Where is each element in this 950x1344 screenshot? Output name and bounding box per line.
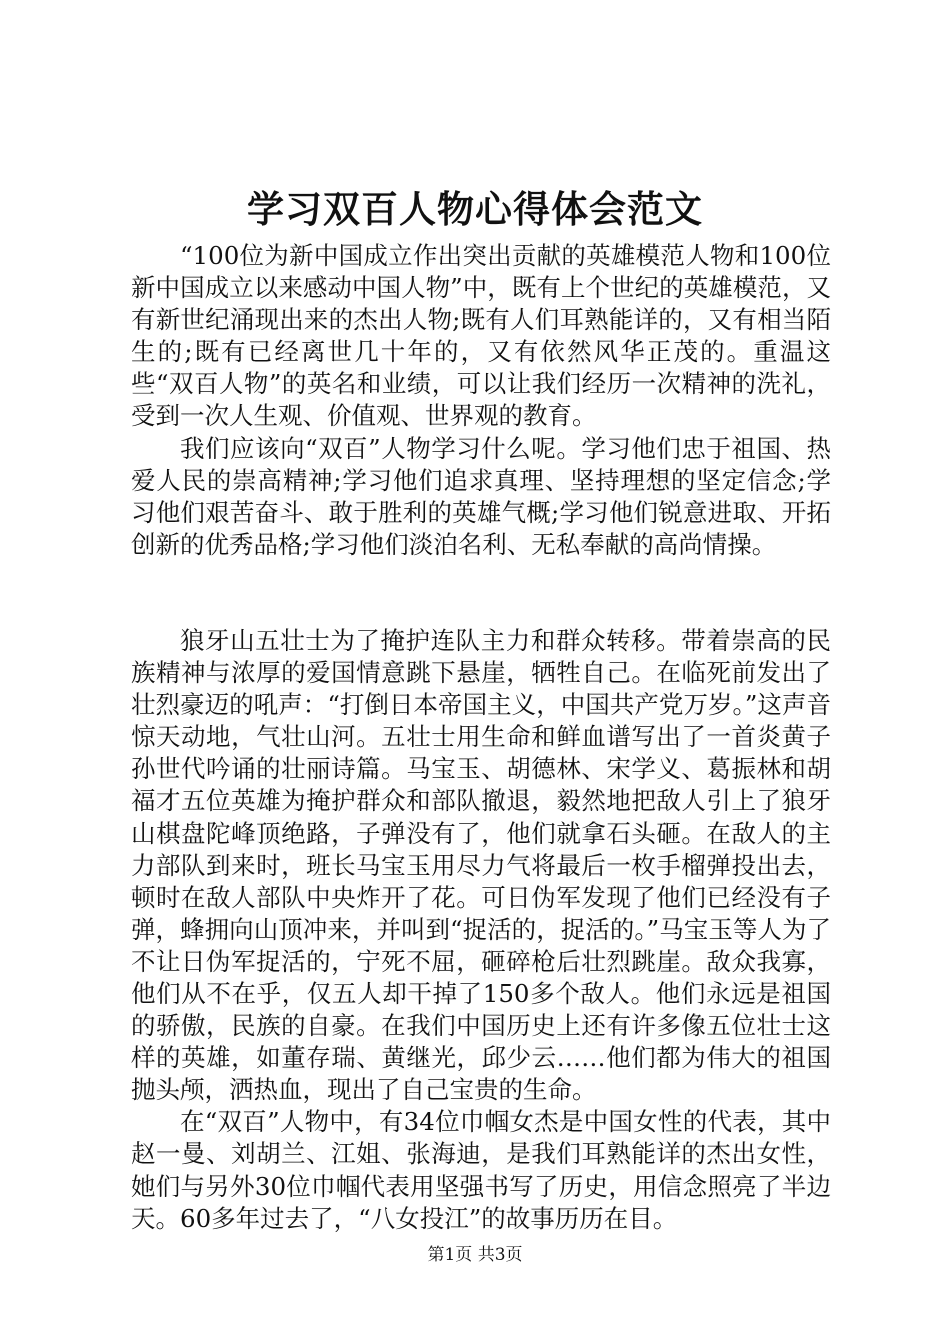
paragraph-langyashan: 狼牙山五壮士为了掩护连队主力和群众转移。带着崇高的民族精神与浓厚的爱国情意跳下悬崖，牺牲自己。在临死前发出了壮烈豪迈的吼声：“打倒日本帝国主义，中国共产党万岁。”这声音惊天动地，气壮山河。五壮士用生命和鲜血谱写出了一首炎黄子孙世代吟诵的壮丽诗篇。马宝玉、胡德林、宋学义、葛振林和胡福才五位英雄为掩护群众和部队撤退，毅然地把敌人引上了狼牙山棋盘陀峰顶绝路，子弹没有了，他们就拿石头砸。在敌人的主力部队到来时，班长马宝玉用尽力气将最后一枚手榴弹投出去，顿时在敌人部队中央炸开了花。可日伪军发现了他们已经没有子弹，蜂拥向山顶冲来，并叫到“捉活的，捉活的。”马宝玉等人为了不让日伪军捉活的，宁死不屈，砸碎枪后壮烈跳崖。敌众我寡，他们从不在乎，仅五人却干掉了150多个敌人。他们永远是祖国的骄傲，民族的自豪。在我们中国历史上还有许多像五位壮士这样的英雄，如董存瑞、黄继光，邱少云……他们都为伟大的祖国抛头颅，洒热血，现出了自己宝贵的生命。 (131, 625, 831, 1105)
paragraph-intro: “100位为新中国成立作出突出贡献的英雄模范人物和100位新中国成立以来感动中国人物”中，既有上个世纪的英雄模范，又有新世纪涌现出来的杰出人物;既有人们耳熟能详的，又有相当陌生的;既有已经离世几十年的，又有依然风华正茂的。重温这些“双百人物”的英名和业绩，可以让我们经历一次精神的洗礼，受到一次人生观、价值观、世界观的教育。 (131, 241, 831, 431)
page-number-footer: 第1页 共3页 (427, 1245, 523, 1265)
document-body (131, 240, 831, 1235)
paragraph-heroines: 在“双百”人物中，有34位巾帼女杰是中国女性的代表，其中赵一曼、刘胡兰、江姐、张海迪，是我们耳熟能详的杰出女性，她们与另外30位巾帼代表用坚强书写了历史，用信念照亮了半边天。60多年过去了，“八女投江”的故事历历在目。 (131, 1107, 831, 1233)
paragraph-spacer (131, 561, 831, 625)
paragraph-learning: 我们应该向“双百”人物学习什么呢。学习他们忠于祖国、热爱人民的崇高精神;学习他们追求真理、坚持理想的坚定信念;学习他们艰苦奋斗、敢于胜利的英雄气概;学习他们锐意进取、开拓创新的优秀品格;学习他们淡泊名利、无私奉献的高尚情操。 (131, 433, 831, 559)
document-title: 学习双百人物心得体会范文 (247, 187, 703, 231)
